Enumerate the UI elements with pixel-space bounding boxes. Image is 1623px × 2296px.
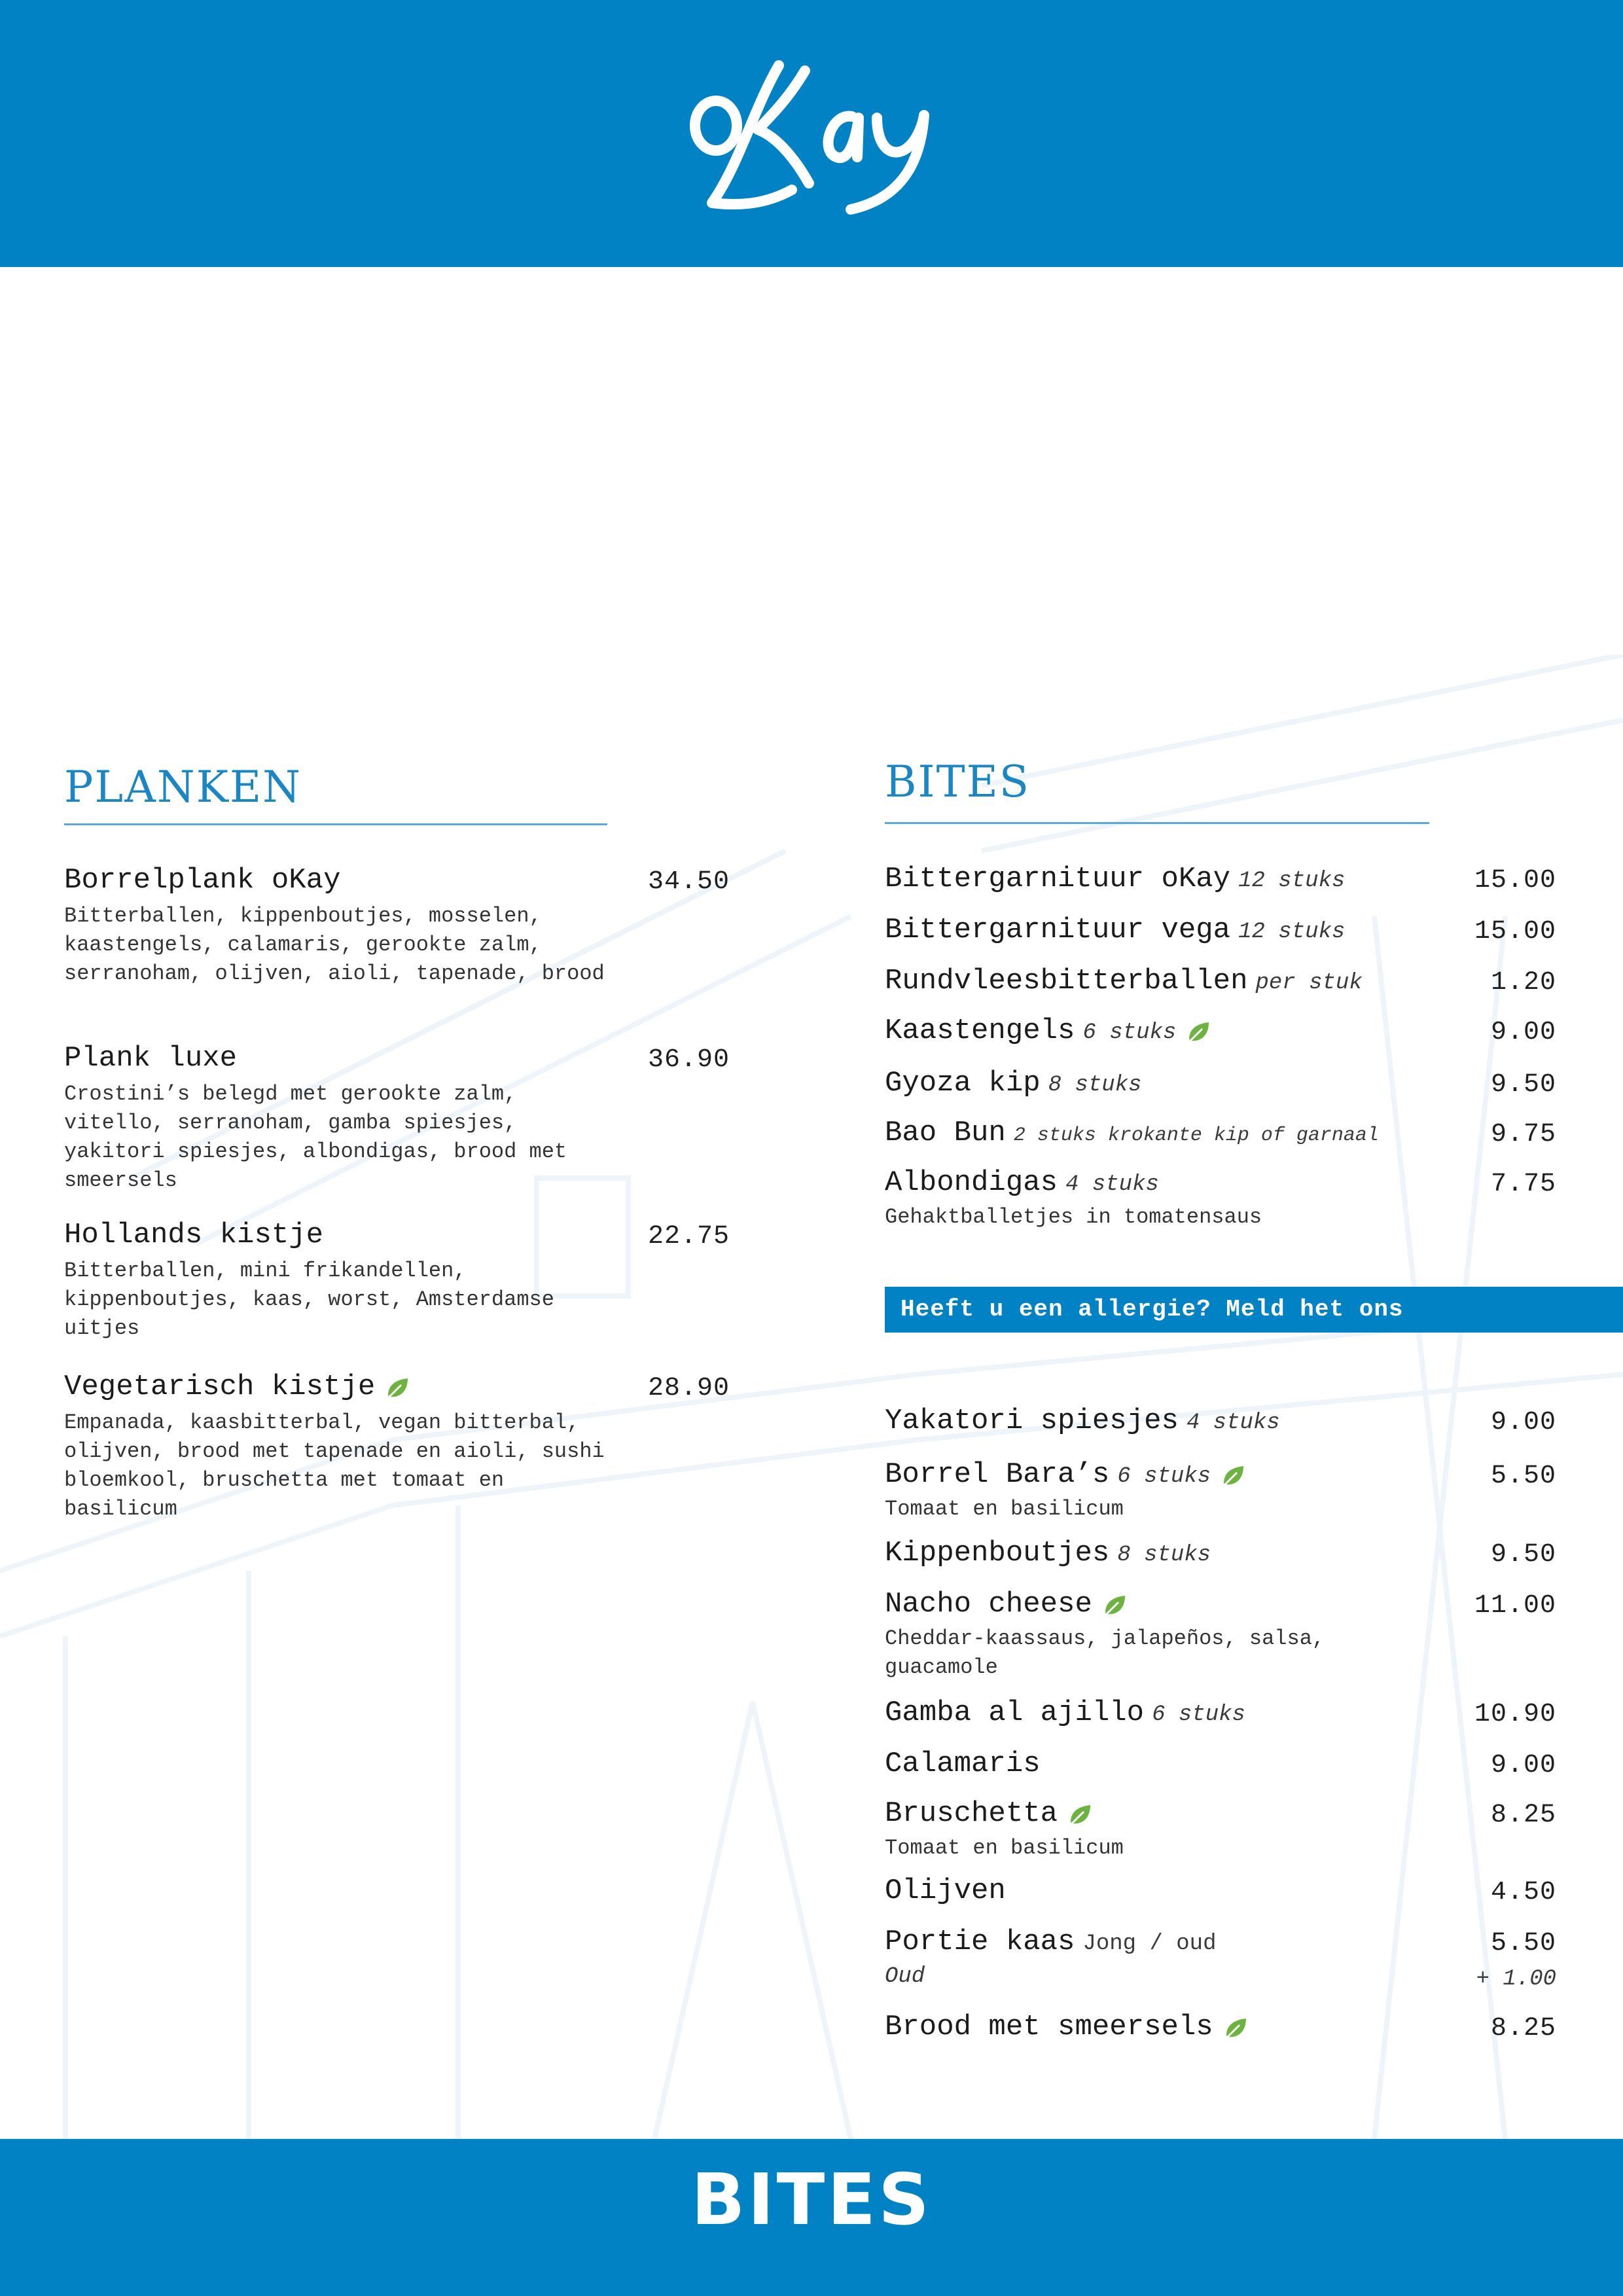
vegan-leaf-icon [1101, 1593, 1128, 1619]
item-description: Crostini’s belegd met gerookte zalm, vitello, serranoham, gamba spiesjes, yakitori spiesjes, albondigas, brood met smeersels [64, 1082, 567, 1193]
vegan-leaf-icon [1067, 1803, 1093, 1829]
bite-item [885, 1874, 1556, 1911]
plank-item [64, 1371, 738, 1524]
item-description: Bitterballen, mini frikandellen, kippenboutjes, kaas, worst, Amsterdamse uitjes [64, 1259, 554, 1340]
bite-item [885, 1537, 1556, 1573]
item-quantity: 4 stuks [1065, 1172, 1159, 1197]
divider-bites [885, 822, 1429, 824]
bite-item [885, 1797, 1556, 1863]
item-quantity: 12 stuks [1238, 920, 1346, 944]
item-price: 1.20 [1490, 968, 1556, 997]
item-price: 5.50 [1490, 1929, 1556, 1958]
bite-item [885, 1117, 1556, 1153]
item-name: Kippenboutjes [885, 1537, 1110, 1570]
section-title-planken: PLANKEN [64, 762, 302, 812]
bite-item [885, 914, 1556, 950]
item-price: 36.90 [648, 1045, 730, 1075]
item-price: 9.00 [1490, 1408, 1556, 1437]
plank-item [64, 1042, 738, 1195]
vegan-leaf-icon [1220, 1463, 1246, 1490]
item-name: Bao Bun [885, 1117, 1006, 1149]
item-quantity: 6 stuks [1082, 1020, 1177, 1045]
item-price: 4.50 [1490, 1878, 1556, 1907]
item-name: Albondigas [885, 1166, 1058, 1199]
bite-item [885, 1458, 1556, 1524]
item-price: 5.50 [1490, 1462, 1556, 1491]
item-description: Gehaktballetjes in tomatensaus [885, 1205, 1262, 1229]
extra-option-price: + 1.00 [1476, 1967, 1556, 1992]
item-name: Bruschetta [885, 1797, 1058, 1830]
item-price: 9.50 [1490, 1070, 1556, 1100]
item-price: 15.00 [1474, 866, 1556, 895]
divider-planken [64, 823, 607, 825]
item-extra-option [885, 1962, 1556, 1991]
bite-item [885, 1405, 1556, 1441]
vegan-leaf-icon [384, 1376, 410, 1402]
item-description: Empanada, kaasbitterbal, vegan bitterbal, olijven, brood met tapenade en aioli, sushi bloemkool, bruschetta met tomaat en basilicum [64, 1410, 605, 1521]
item-name: Borrel Bara’s [885, 1458, 1110, 1491]
item-quantity: 8 stuks [1048, 1073, 1142, 1098]
item-description: Tomaat en basilicum [885, 1497, 1124, 1521]
item-quantity: per stuk [1255, 971, 1363, 996]
item-name: Plank luxe [64, 1042, 238, 1075]
item-price: 9.50 [1490, 1540, 1556, 1570]
item-name: Gyoza kip [885, 1067, 1041, 1100]
item-name: Hollands kistje [64, 1219, 324, 1251]
item-price: 7.75 [1490, 1170, 1556, 1199]
item-price: 28.90 [648, 1374, 730, 1403]
item-name: Olijven [885, 1874, 1006, 1907]
vegan-leaf-icon [1185, 1020, 1211, 1046]
item-price: 9.00 [1490, 1751, 1556, 1780]
bite-item [885, 1014, 1556, 1051]
item-name: Kaastengels [885, 1014, 1075, 1047]
item-name: Bittergarnituur oKay [885, 863, 1231, 895]
item-price: 34.50 [648, 867, 730, 897]
item-name: Portie kaas [885, 1926, 1075, 1958]
footer-title: BITES [691, 2159, 932, 2241]
item-name: Yakatori spiesjes [885, 1405, 1179, 1437]
section-title-bites: BITES [885, 757, 1030, 807]
item-price: 11.00 [1474, 1591, 1556, 1621]
item-quantity: 6 stuks [1117, 1464, 1211, 1489]
okay-logo [681, 52, 942, 216]
item-name: Nacho cheese [885, 1588, 1092, 1621]
bite-item [885, 2011, 1556, 2047]
vegan-leaf-icon [1222, 2016, 1249, 2042]
item-name: Borrelplank oKay [64, 864, 341, 897]
item-quantity: 8 stuks [1117, 1543, 1211, 1568]
item-price: 8.25 [1490, 1801, 1556, 1830]
bite-item [885, 863, 1556, 899]
header-band [0, 0, 1623, 267]
item-quantity: 2 stuks krokante kip of garnaal [1013, 1124, 1379, 1147]
item-name: Brood met smeersels [885, 2011, 1213, 2043]
item-price: 15.00 [1474, 917, 1556, 946]
bite-item [885, 1748, 1556, 1784]
item-price: 9.00 [1490, 1018, 1556, 1047]
item-name: Gamba al ajillo [885, 1696, 1145, 1729]
item-name: Calamaris [885, 1748, 1041, 1780]
plank-item [64, 864, 738, 988]
item-description: Cheddar-kaassaus, jalapeños, salsa, guacamole [885, 1626, 1325, 1679]
item-name: Vegetarisch kistje [64, 1371, 376, 1403]
item-price: 9.75 [1490, 1120, 1556, 1149]
bite-item [885, 1588, 1556, 1682]
item-price: 22.75 [648, 1222, 730, 1251]
bite-item [885, 1926, 1556, 1991]
bite-item [885, 1166, 1556, 1232]
bite-item [885, 965, 1556, 1001]
bite-item [885, 1696, 1556, 1733]
item-quantity: 12 stuks [1238, 869, 1346, 893]
plank-item [64, 1219, 738, 1343]
item-price: 10.90 [1474, 1700, 1556, 1729]
item-name: Bittergarnituur vega [885, 914, 1231, 946]
bite-item [885, 1067, 1556, 1103]
item-quantity: 6 stuks [1152, 1702, 1245, 1727]
allergy-notice: Heeft u een allergie? Meld het ons [885, 1287, 1623, 1333]
item-name: Rundvleesbitterballen [885, 965, 1248, 997]
item-variant: Jong / oud [1082, 1931, 1217, 1956]
item-description: Tomaat en basilicum [885, 1836, 1124, 1860]
footer-band [0, 2139, 1623, 2296]
item-quantity: 4 stuks [1186, 1410, 1280, 1435]
item-price: 8.25 [1490, 2014, 1556, 2043]
extra-option-label: Oud [885, 1964, 925, 1989]
item-description: Bitterballen, kippenboutjes, mosselen, kaastengels, calamaris, gerookte zalm, serranoham, olijven, aioli, tapenade, brood [64, 904, 605, 986]
